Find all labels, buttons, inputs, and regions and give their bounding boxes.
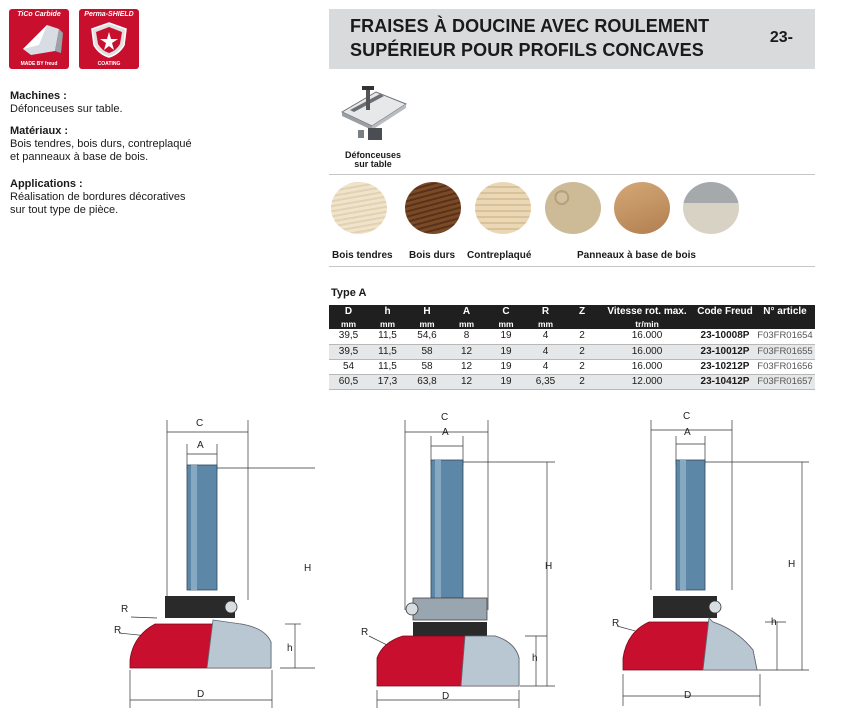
table-row bbox=[329, 374, 815, 389]
applications-text-1: Réalisation de bordures décoratives bbox=[10, 191, 186, 203]
applications-section bbox=[10, 178, 240, 217]
cell-article: F03FR01656 bbox=[755, 359, 815, 374]
cell-r: 4 bbox=[526, 359, 565, 374]
col-header: A bbox=[447, 305, 486, 318]
dim-label-h-small: h bbox=[287, 643, 293, 654]
dim-label-h-total: H bbox=[545, 561, 553, 572]
col-unit: mm bbox=[368, 318, 407, 329]
cell-d: 60,5 bbox=[329, 374, 368, 389]
col-header: D bbox=[329, 305, 368, 318]
cell-z: 2 bbox=[565, 344, 599, 359]
applications-heading: Applications : bbox=[10, 178, 83, 190]
dim-label-c: C bbox=[441, 412, 449, 423]
col-unit: mm bbox=[526, 318, 565, 329]
col-header: Z bbox=[565, 305, 599, 318]
cell-z: 2 bbox=[565, 329, 599, 344]
col-header: C bbox=[486, 305, 526, 318]
cell-speed: 16.000 bbox=[599, 329, 695, 344]
spec-table bbox=[329, 305, 815, 390]
page-number: 23- bbox=[769, 29, 793, 46]
col-header: h bbox=[368, 305, 407, 318]
router-table-icon bbox=[336, 82, 410, 146]
cell-c: 19 bbox=[486, 374, 526, 389]
swatch-hardwood bbox=[405, 182, 461, 234]
router-bit-diagram-3 bbox=[605, 410, 815, 710]
machine-caption-line-1: Défonceuses bbox=[344, 150, 402, 160]
cell-h-small: 17,3 bbox=[368, 374, 407, 389]
swatch-plywood bbox=[475, 182, 531, 234]
col-unit: mm bbox=[329, 318, 368, 329]
cell-article: F03FR01654 bbox=[755, 329, 815, 344]
dim-label-r: R bbox=[121, 604, 129, 615]
applications-text-2: sur tout type de pièce. bbox=[10, 204, 119, 216]
badge-caption: COATING bbox=[97, 61, 121, 67]
cell-c: 19 bbox=[486, 344, 526, 359]
cell-a: 12 bbox=[447, 374, 486, 389]
permashield-badge bbox=[79, 9, 139, 69]
divider bbox=[329, 266, 815, 267]
cell-z: 2 bbox=[565, 359, 599, 374]
cell-r: 4 bbox=[526, 344, 565, 359]
machine-caption bbox=[333, 151, 413, 169]
dim-label-d: D bbox=[684, 690, 692, 701]
col-unit bbox=[565, 318, 599, 329]
cell-speed: 12.000 bbox=[599, 374, 695, 389]
swatch-softwood bbox=[331, 182, 387, 234]
cell-h-total: 58 bbox=[407, 344, 447, 359]
cell-speed: 16.000 bbox=[599, 344, 695, 359]
materials-text-1: Bois tendres, bois durs, contreplaqué bbox=[10, 138, 192, 150]
divider bbox=[329, 174, 815, 175]
cell-z: 2 bbox=[565, 374, 599, 389]
cell-h-total: 58 bbox=[407, 359, 447, 374]
dim-label-c: C bbox=[683, 411, 691, 422]
swatch-mdf bbox=[614, 182, 670, 234]
cell-speed: 16.000 bbox=[599, 359, 695, 374]
dim-label-h-total: H bbox=[304, 563, 312, 574]
cell-a: 12 bbox=[447, 344, 486, 359]
cell-h-small: 11,5 bbox=[368, 329, 407, 344]
swatch-melamine bbox=[683, 182, 739, 234]
materials-section bbox=[10, 125, 240, 164]
col-header: N° article bbox=[755, 305, 815, 318]
cell-code: 23-10212P bbox=[695, 359, 755, 374]
machines-text: Défonceuses sur table. bbox=[10, 103, 123, 115]
dim-label-a: A bbox=[684, 427, 691, 438]
dim-label-h-small: h bbox=[771, 617, 777, 628]
col-header: Code Freud bbox=[695, 305, 755, 318]
cell-d: 39,5 bbox=[329, 344, 368, 359]
shield-icon bbox=[79, 19, 139, 59]
material-label-plywood: Contreplaqué bbox=[467, 250, 532, 261]
col-header: R bbox=[526, 305, 565, 318]
cell-h-total: 54,6 bbox=[407, 329, 447, 344]
router-bit-diagram-1 bbox=[95, 410, 315, 710]
cell-h-total: 63,8 bbox=[407, 374, 447, 389]
materials-text-2: et panneaux à base de bois. bbox=[10, 151, 149, 163]
cell-code: 23-10012P bbox=[695, 344, 755, 359]
dim-label-h-small: h bbox=[532, 653, 538, 664]
page-title-line-1: FRAISES À DOUCINE AVEC ROULEMENT bbox=[350, 16, 710, 36]
ticarbide-badge bbox=[9, 9, 69, 69]
cell-code: 23-10412P bbox=[695, 374, 755, 389]
cell-r: 4 bbox=[526, 329, 565, 344]
machines-section bbox=[10, 90, 240, 116]
badge-title: Perma-SHIELD bbox=[84, 11, 134, 18]
col-unit: mm bbox=[407, 318, 447, 329]
cell-r: 6,35 bbox=[526, 374, 565, 389]
cell-h-small: 11,5 bbox=[368, 359, 407, 374]
dim-label-r: R bbox=[114, 625, 122, 636]
badge-caption: MADE BY freud bbox=[20, 61, 58, 67]
badge-title: TiCo Carbide bbox=[17, 11, 61, 18]
dim-label-a: A bbox=[442, 427, 449, 438]
cell-d: 39,5 bbox=[329, 329, 368, 344]
carbide-tip-icon bbox=[9, 19, 69, 59]
material-label-hardwood: Bois durs bbox=[409, 250, 456, 261]
col-unit bbox=[755, 318, 815, 329]
cell-a: 12 bbox=[447, 359, 486, 374]
col-unit: tr/min bbox=[599, 318, 695, 329]
machine-caption-line-2: sur table bbox=[354, 159, 392, 169]
dim-label-r: R bbox=[612, 618, 620, 629]
cell-code: 23-10008P bbox=[695, 329, 755, 344]
cell-a: 8 bbox=[447, 329, 486, 344]
cell-h-small: 11,5 bbox=[368, 344, 407, 359]
col-header: H bbox=[407, 305, 447, 318]
dim-label-c: C bbox=[196, 418, 204, 429]
table-row bbox=[329, 329, 815, 344]
cell-c: 19 bbox=[486, 329, 526, 344]
cell-d: 54 bbox=[329, 359, 368, 374]
router-bit-diagram-2 bbox=[355, 410, 575, 710]
table-row bbox=[329, 344, 815, 359]
dim-label-h-total: H bbox=[788, 559, 796, 570]
machines-heading: Machines : bbox=[10, 90, 67, 102]
material-label-softwood: Bois tendres bbox=[332, 250, 393, 261]
dim-label-r: R bbox=[361, 627, 369, 638]
dim-label-a: A bbox=[197, 440, 204, 451]
materials-heading: Matériaux : bbox=[10, 125, 69, 137]
cell-article: F03FR01655 bbox=[755, 344, 815, 359]
title-band bbox=[329, 9, 815, 69]
dim-label-d: D bbox=[197, 689, 205, 700]
col-unit: mm bbox=[486, 318, 526, 329]
material-label-panels: Panneaux à base de bois bbox=[577, 250, 696, 261]
cell-article: F03FR01657 bbox=[755, 374, 815, 389]
table-row bbox=[329, 359, 815, 374]
type-label: Type A bbox=[331, 287, 367, 299]
col-unit bbox=[695, 318, 755, 329]
dim-label-d: D bbox=[442, 691, 450, 702]
page-title-line-2: SUPÉRIEUR POUR PROFILS CONCAVES bbox=[350, 40, 704, 60]
cell-c: 19 bbox=[486, 359, 526, 374]
swatch-particleboard bbox=[545, 182, 601, 234]
col-unit: mm bbox=[447, 318, 486, 329]
col-header: Vitesse rot. max. bbox=[599, 305, 695, 318]
